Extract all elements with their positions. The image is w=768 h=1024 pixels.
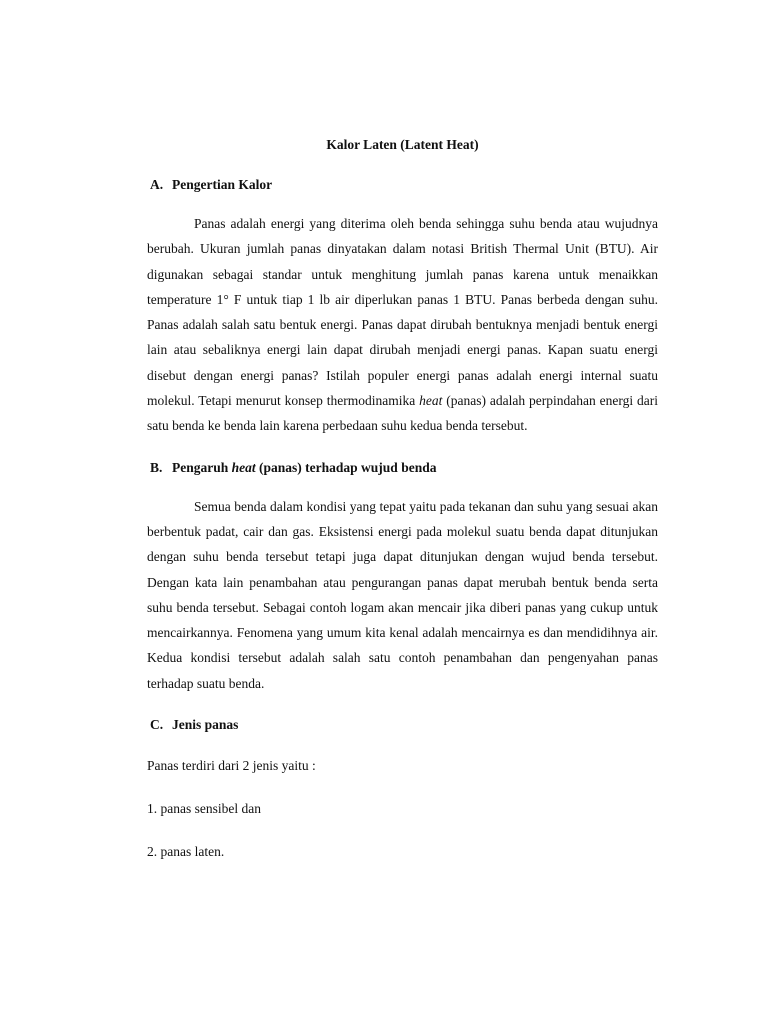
section-b-heading-text-2: (panas) terhadap wujud benda — [259, 459, 437, 475]
section-b-heading — [147, 460, 658, 476]
section-a-letter: A. — [150, 177, 164, 192]
section-c-heading-text: Jenis panas — [172, 717, 239, 733]
list-item-1: 1. panas sensibel dan — [147, 801, 261, 817]
section-a-heading — [147, 177, 658, 193]
section-b-heading-text-1: Pengaruh — [172, 459, 229, 475]
section-b-heading-italic: heat — [231, 459, 256, 475]
document-title: Kalor Laten (Latent Heat) — [326, 137, 479, 152]
section-c-heading — [147, 717, 658, 733]
section-a-paragraph — [147, 211, 658, 439]
section-b-letter: B. — [150, 459, 163, 475]
list-item-2: 2. panas laten. — [147, 844, 225, 860]
section-c-letter: C. — [150, 717, 164, 733]
section-c-intro: Panas terdiri dari 2 jenis yaitu : — [147, 758, 316, 774]
section-b-paragraph: Semua benda dalam kondisi yang tepat yaitu pada tekanan dan suhu yang sesuai akan berbentuk padat, cair dan gas. Eksistensi energi pada molekul suatu benda dapat ditunjukan dengan suhu benda tersebut tetapi juga dapat ditunjukan dengan wujud benda tersebut. Dengan kata lain penambahan atau pengurangan panas dapat merubah bentuk benda serta suhu benda tersebut. Sebagai contoh logam akan mencair jika diberi panas yang cukup untuk mencairkannya. Fenomena yang umum kita kenal adalah mencairnya es dan mendidihnya air. Kedua kondisi tersebut adalah salah satu contoh penambahan dan pengenyahan panas terhadap suatu benda. — [147, 498, 658, 691]
section-a-heading-text: Pengertian Kalor — [172, 177, 273, 192]
section-a-paragraph-italic: heat — [419, 393, 443, 409]
section-a-paragraph-text-1: Panas adalah energi yang diterima oleh benda sehingga suhu benda atau wujudnya berubah. Ukuran jumlah panas dinyatakan dalam notasi British Thermal Unit (BTU). Air digunakan sebagai standar untuk menghitung jumlah panas karena untuk menaikkan temperature 1° F untuk tiap 1 lb air diperlukan panas 1 BTU. Panas berbeda dengan suhu. Panas adalah salah satu bentuk energi. Panas dapat dirubah bentuknya menjadi bentuk energi lain atau sebaliknya energi lain dapat dirubah menjadi energi panas. Kapan suatu energi disebut dengan energi panas? Istilah populer energi panas adalah energi internal suatu molekul. Tetapi menurut konsep thermodinamika — [147, 216, 658, 409]
section-a-paragraph-text-2: (panas) adalah perpindahan energi dari satu benda ke benda lain karena perbedaan suhu kedua benda tersebut. — [147, 393, 659, 434]
